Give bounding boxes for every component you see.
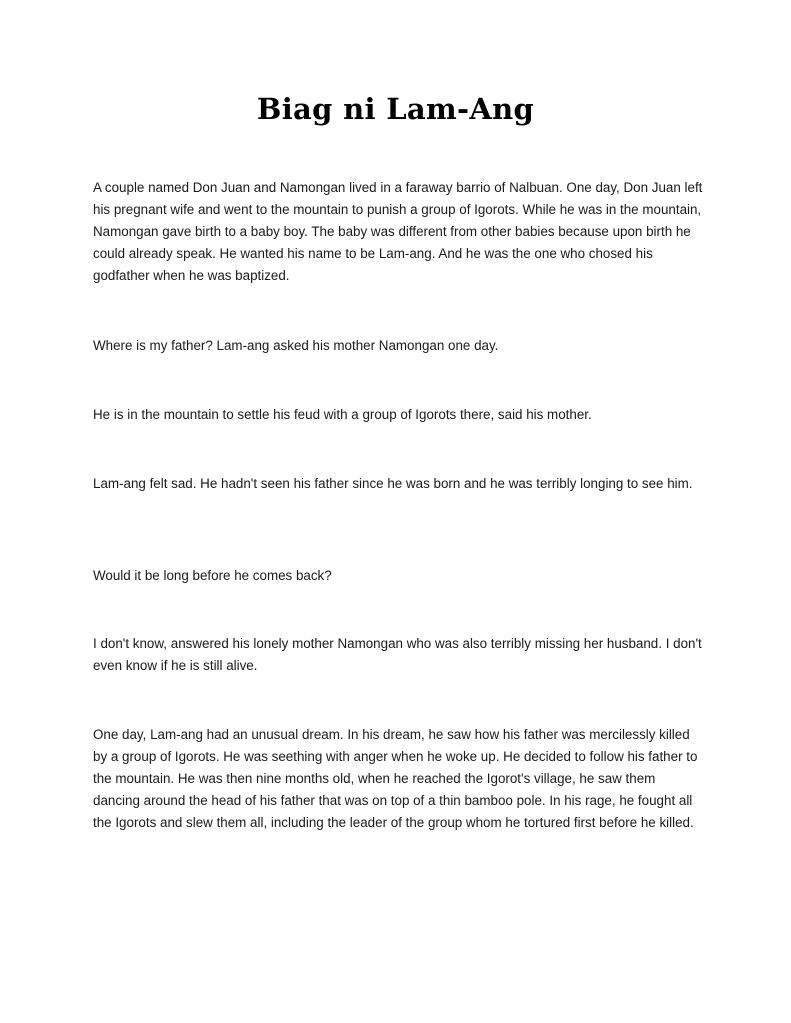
story-paragraph-2: Where is my father? Lam-ang asked his mother Namongan one day. <box>93 338 499 353</box>
story-paragraph-4: Lam-ang felt sad. He hadn't seen his father since he was born and he was terribly longing to see him. <box>93 476 693 491</box>
story-paragraph-7: One day, Lam-ang had an unusual dream. In his dream, he saw how his father was mercilessly killed by a group of Igorots. He was seething with anger when he woke up. He decided to follow his father to the mountain. He was then nine months old, when he reached the Igorot's village, he saw them dancing around the head of his father that was on top of a thin bamboo pole. In his rage, he fought all the Igorots and slew them all, including the leader of the group whom he tortured first before he killed. <box>93 727 698 830</box>
story-paragraph-6: I don't know, answered his lonely mother Namongan who was also terribly missing her husband. I don't even know if he is still alive. <box>93 636 702 673</box>
story-paragraph-1: A couple named Don Juan and Namongan lived in a faraway barrio of Nalbuan. One day, Don Juan left his pregnant wife and went to the mountain to punish a group of Igorots. While he was in the mountain, Namongan gave birth to a baby boy. The baby was different from other babies because upon birth he could already speak. He wanted his name to be Lam-ang. And he was the one who chosed his godfather when he was baptized. <box>93 180 703 283</box>
story-paragraph-3: He is in the mountain to settle his feud with a group of Igorots there, said his mother. <box>93 407 592 422</box>
document-title: Biag ni Lam-Ang <box>256 92 535 126</box>
story-paragraph-5: Would it be long before he comes back? <box>93 568 332 583</box>
